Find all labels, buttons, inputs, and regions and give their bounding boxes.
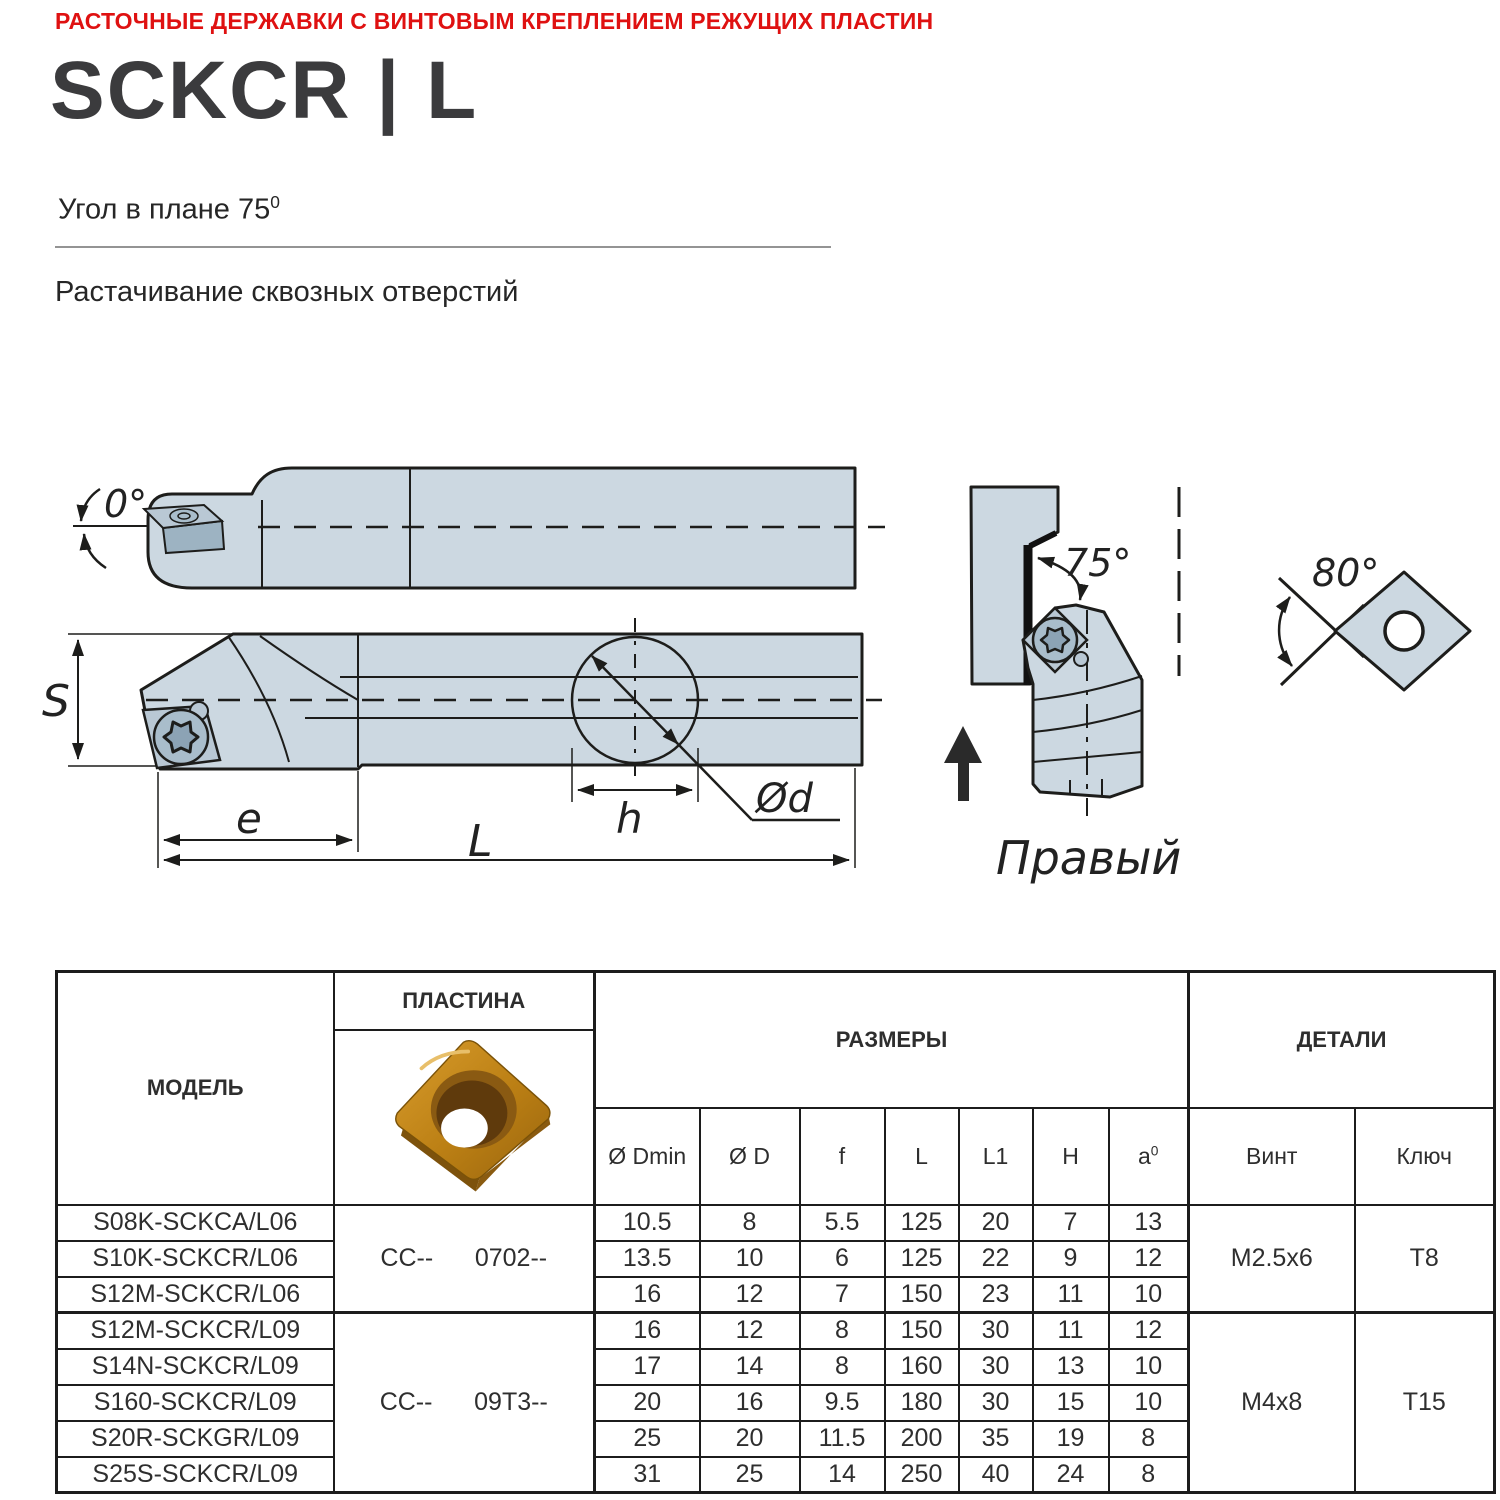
key-cell: T8	[1355, 1205, 1495, 1313]
col-header-model: МОДЕЛЬ	[57, 972, 334, 1205]
plan-angle-subtitle: Угол в плане $75^0$	[58, 192, 280, 226]
value-cell: 7	[1033, 1205, 1109, 1241]
value-cell: 20	[595, 1385, 700, 1421]
dim-s-label: S	[42, 676, 70, 727]
approach-angle-label: 75°	[1064, 541, 1132, 585]
page-kicker: РАСТОЧНЫЕ ДЕРЖАВКИ С ВИНТОВЫМ КРЕПЛЕНИЕМ РЕЖУЩИХ ПЛАСТИН	[55, 8, 934, 34]
group-header-details: ДЕТАЛИ	[1189, 972, 1495, 1108]
insert-angle-drawing	[1279, 551, 1470, 690]
value-cell: 22	[959, 1241, 1033, 1277]
value-cell: 16	[700, 1385, 800, 1421]
model-cell: S25S-SCKCR/L09	[57, 1457, 334, 1493]
divider-line	[55, 246, 831, 248]
col-header-d: Ø D	[700, 1108, 800, 1205]
value-cell: 8	[800, 1313, 885, 1349]
value-cell: 14	[800, 1457, 885, 1493]
value-cell: 8	[1109, 1457, 1189, 1493]
value-cell: 6	[800, 1241, 885, 1277]
top-view-drawing	[42, 618, 882, 868]
value-cell: 125	[885, 1205, 959, 1241]
side-view-drawing	[73, 468, 885, 588]
value-cell: 16	[595, 1313, 700, 1349]
technical-drawing	[0, 430, 1500, 930]
value-cell: 5.5	[800, 1205, 885, 1241]
value-cell: 10	[700, 1241, 800, 1277]
value-cell: 125	[885, 1241, 959, 1277]
value-cell: 20	[700, 1421, 800, 1457]
value-cell: 40	[959, 1457, 1033, 1493]
value-cell: 17	[595, 1349, 700, 1385]
screw-cell: M2.5x6	[1189, 1205, 1355, 1313]
model-cell: S160-SCKCR/L09	[57, 1385, 334, 1421]
model-cell: S08K-SCKCA/L06	[57, 1205, 334, 1241]
value-cell: 16	[595, 1277, 700, 1313]
value-cell: 31	[595, 1457, 700, 1493]
value-cell: 30	[959, 1385, 1033, 1421]
col-header-insert: ПЛАСТИНА	[334, 972, 595, 1030]
model-cell: S20R-SCKGR/L09	[57, 1421, 334, 1457]
model-cell: S14N-SCKCR/L09	[57, 1349, 334, 1385]
col-header-l: L	[885, 1108, 959, 1205]
value-cell: 11	[1033, 1313, 1109, 1349]
spec-table	[55, 970, 1496, 1494]
value-cell: 180	[885, 1385, 959, 1421]
approach-angle-drawing	[944, 487, 1181, 885]
model-cell: S12M-SCKCR/L06	[57, 1277, 334, 1313]
col-header-h: H	[1033, 1108, 1109, 1205]
value-cell: 25	[595, 1421, 700, 1457]
col-header-l1: L1	[959, 1108, 1033, 1205]
value-cell: 12	[1109, 1313, 1189, 1349]
insert-angle-label: 80°	[1312, 551, 1380, 595]
value-cell: 9	[1033, 1241, 1109, 1277]
dim-d-label: Ød	[756, 776, 813, 822]
value-cell: 9.5	[800, 1385, 885, 1421]
col-header-dmin: Ø Dmin	[595, 1108, 700, 1205]
application-description: Растачивание сквозных отверстий	[55, 276, 519, 308]
value-cell: 8	[700, 1205, 800, 1241]
insert-photo	[334, 1030, 595, 1205]
value-cell: 250	[885, 1457, 959, 1493]
dim-l-label: L	[468, 816, 493, 867]
value-cell: 15	[1033, 1385, 1109, 1421]
col-header-screw: Винт	[1189, 1108, 1355, 1205]
group-header-dimensions: РАЗМЕРЫ	[595, 972, 1189, 1108]
value-cell: 20	[959, 1205, 1033, 1241]
insert-code-cell: CC-- 0702--	[334, 1205, 595, 1313]
value-cell: 10	[1109, 1277, 1189, 1313]
key-cell: T15	[1355, 1313, 1495, 1493]
screw-cell: M4x8	[1189, 1313, 1355, 1493]
value-cell: 13.5	[595, 1241, 700, 1277]
model-cell: S10K-SCKCR/L06	[57, 1241, 334, 1277]
value-cell: 35	[959, 1421, 1033, 1457]
value-cell: 150	[885, 1277, 959, 1313]
value-cell: 14	[700, 1349, 800, 1385]
value-cell: 10.5	[595, 1205, 700, 1241]
feed-direction-arrow-icon	[944, 726, 982, 763]
hand-label: Правый	[996, 831, 1182, 885]
col-header-f: f	[800, 1108, 885, 1205]
value-cell: 10	[1109, 1385, 1189, 1421]
value-cell: 30	[959, 1349, 1033, 1385]
value-cell: 8	[1109, 1421, 1189, 1457]
col-header-key: Ключ	[1355, 1108, 1495, 1205]
value-cell: 8	[800, 1349, 885, 1385]
value-cell: 13	[1033, 1349, 1109, 1385]
value-cell: 13	[1109, 1205, 1189, 1241]
value-cell: 7	[800, 1277, 885, 1313]
value-cell: 23	[959, 1277, 1033, 1313]
value-cell: 30	[959, 1313, 1033, 1349]
value-cell: 12	[700, 1313, 800, 1349]
dim-e-label: e	[236, 794, 262, 843]
value-cell: 10	[1109, 1349, 1189, 1385]
value-cell: 150	[885, 1313, 959, 1349]
value-cell: 200	[885, 1421, 959, 1457]
page-title: SCKCR | L	[50, 45, 479, 136]
rake-angle-label: 0°	[104, 482, 148, 526]
value-cell: 24	[1033, 1457, 1109, 1493]
value-cell: 12	[1109, 1241, 1189, 1277]
insert-photo-image	[361, 1031, 566, 1199]
value-cell: 11	[1033, 1277, 1109, 1313]
value-cell: 12	[700, 1277, 800, 1313]
value-cell: 19	[1033, 1421, 1109, 1457]
value-cell: 160	[885, 1349, 959, 1385]
insert-code-cell: CC-- 09T3--	[334, 1313, 595, 1493]
col-header-angle: $a^0$	[1109, 1108, 1189, 1205]
value-cell: 25	[700, 1457, 800, 1493]
value-cell: 11.5	[800, 1421, 885, 1457]
model-cell: S12M-SCKCR/L09	[57, 1313, 334, 1349]
dim-h-label: h	[616, 794, 643, 843]
